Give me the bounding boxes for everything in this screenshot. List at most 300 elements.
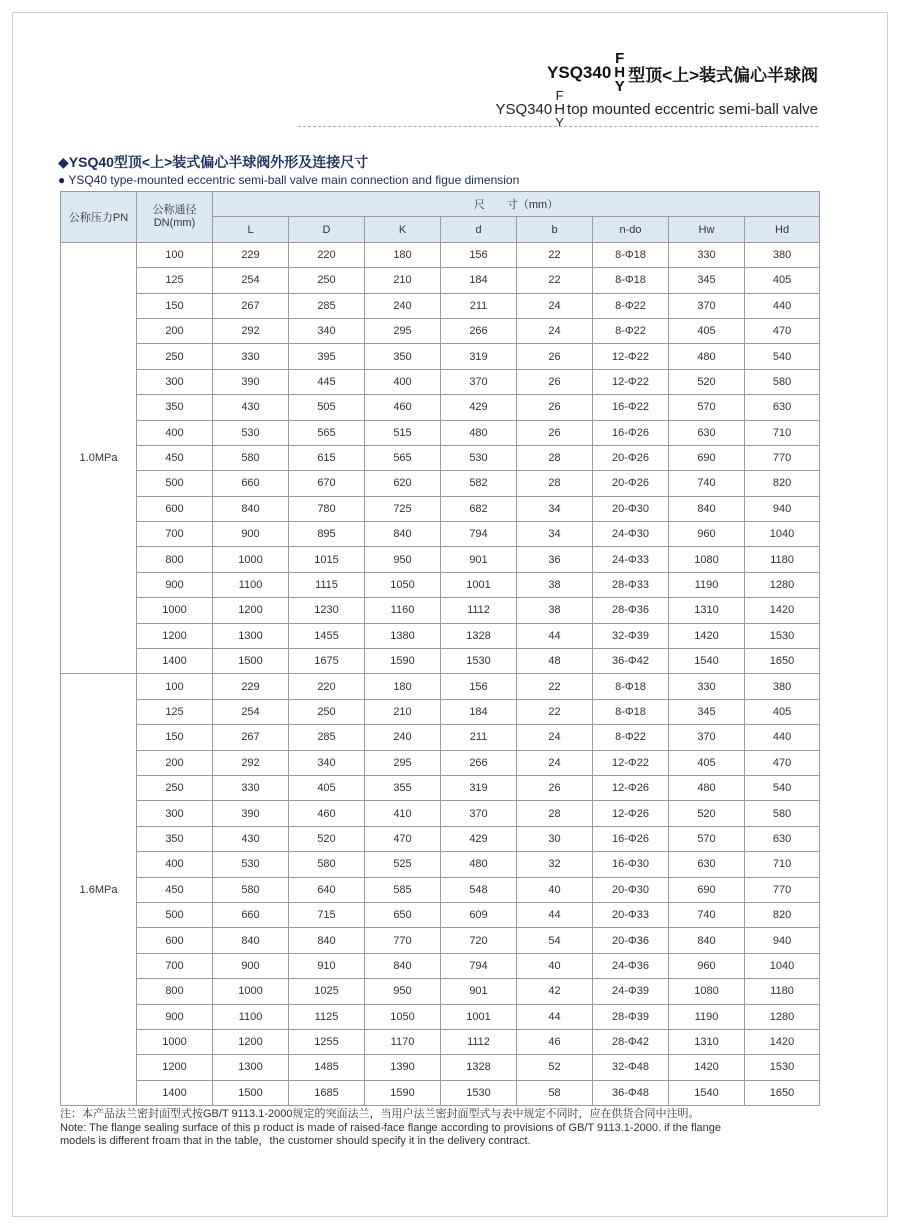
header-hw: Hw bbox=[669, 217, 745, 242]
table-cell: 24-Φ30 bbox=[593, 522, 669, 547]
table-cell: 24 bbox=[517, 725, 593, 750]
table-cell: 500 bbox=[137, 902, 213, 927]
table-cell: 34 bbox=[517, 522, 593, 547]
table-cell: 580 bbox=[289, 852, 365, 877]
table-row bbox=[61, 522, 820, 547]
table-cell: 430 bbox=[213, 395, 289, 420]
table-cell: 200 bbox=[137, 318, 213, 343]
table-cell: 210 bbox=[365, 268, 441, 293]
table-cell: 8-Φ22 bbox=[593, 318, 669, 343]
table-row bbox=[61, 395, 820, 420]
table-cell: 895 bbox=[289, 522, 365, 547]
table-cell: 1230 bbox=[289, 598, 365, 623]
table-cell: 900 bbox=[137, 572, 213, 597]
table-cell: 1115 bbox=[289, 572, 365, 597]
table-cell: 52 bbox=[517, 1055, 593, 1080]
table-cell: 480 bbox=[669, 775, 745, 800]
table-cell: 24-Φ33 bbox=[593, 547, 669, 572]
table-cell: 682 bbox=[441, 496, 517, 521]
table-cell: 285 bbox=[289, 725, 365, 750]
table-cell: 1200 bbox=[137, 623, 213, 648]
title-cn-variant-h: H bbox=[614, 64, 626, 81]
table-cell: 330 bbox=[669, 674, 745, 699]
table-cell: 40 bbox=[517, 953, 593, 978]
table-cell: 330 bbox=[669, 242, 745, 267]
table-cell: 690 bbox=[669, 445, 745, 470]
table-cell: 8-Φ22 bbox=[593, 293, 669, 318]
table-cell: 1000 bbox=[137, 1029, 213, 1054]
table-cell: 840 bbox=[289, 928, 365, 953]
table-cell: 370 bbox=[669, 725, 745, 750]
table-row bbox=[61, 928, 820, 953]
table-cell: 660 bbox=[213, 902, 289, 927]
note-cn: 注：本产品法兰密封面型式按GB/T 9113.1-2000规定的突面法兰，当用户法兰密封面型式与表中规定不同时，应在供货合同中注明。 bbox=[60, 1108, 700, 1120]
table-row bbox=[61, 725, 820, 750]
table-cell: 12-Φ22 bbox=[593, 344, 669, 369]
header-dimension-group: 尺 寸（mm） bbox=[213, 192, 820, 217]
table-row bbox=[61, 242, 820, 267]
table-cell: 480 bbox=[441, 420, 517, 445]
table-cell: 1485 bbox=[289, 1055, 365, 1080]
table-cell: 840 bbox=[669, 928, 745, 953]
table-cell: 1180 bbox=[745, 979, 820, 1004]
table-cell: 670 bbox=[289, 471, 365, 496]
table-cell: 429 bbox=[441, 826, 517, 851]
table-cell: 1080 bbox=[669, 547, 745, 572]
table-cell: 1025 bbox=[289, 979, 365, 1004]
table-cell: 16-Φ30 bbox=[593, 852, 669, 877]
table-cell: 38 bbox=[517, 598, 593, 623]
header-d: d bbox=[441, 217, 517, 242]
table-cell: 470 bbox=[745, 750, 820, 775]
pressure-cell: 1.0MPa bbox=[61, 242, 137, 674]
table-cell: 520 bbox=[669, 801, 745, 826]
table-cell: 40 bbox=[517, 877, 593, 902]
table-cell: 405 bbox=[669, 750, 745, 775]
table-cell: 960 bbox=[669, 522, 745, 547]
table-row bbox=[61, 649, 820, 674]
table-cell: 400 bbox=[137, 420, 213, 445]
table-cell: 156 bbox=[441, 674, 517, 699]
table-cell: 1000 bbox=[137, 598, 213, 623]
table-cell: 150 bbox=[137, 725, 213, 750]
table-cell: 1455 bbox=[289, 623, 365, 648]
table-cell: 609 bbox=[441, 902, 517, 927]
table-cell: 20-Φ33 bbox=[593, 902, 669, 927]
table-cell: 1530 bbox=[745, 623, 820, 648]
table-cell: 1200 bbox=[213, 1029, 289, 1054]
table-cell: 530 bbox=[213, 852, 289, 877]
table-cell: 660 bbox=[213, 471, 289, 496]
table-row bbox=[61, 979, 820, 1004]
table-cell: 8-Φ18 bbox=[593, 674, 669, 699]
table-cell: 1530 bbox=[441, 649, 517, 674]
table-row bbox=[61, 572, 820, 597]
table-cell: 229 bbox=[213, 242, 289, 267]
table-cell: 350 bbox=[137, 395, 213, 420]
table-cell: 1160 bbox=[365, 598, 441, 623]
table-cell: 515 bbox=[365, 420, 441, 445]
table-cell: 1190 bbox=[669, 572, 745, 597]
table-cell: 440 bbox=[745, 725, 820, 750]
table-cell: 582 bbox=[441, 471, 517, 496]
table-cell: 36 bbox=[517, 547, 593, 572]
table-cell: 1050 bbox=[365, 1004, 441, 1029]
note-en-line2: models is different froam that in the table，the customer should specify it in the delivery contract. bbox=[60, 1135, 531, 1147]
table-row bbox=[61, 471, 820, 496]
header-n-do: n-do bbox=[593, 217, 669, 242]
table-cell: 1420 bbox=[669, 1055, 745, 1080]
table-cell: 26 bbox=[517, 420, 593, 445]
table-cell: 58 bbox=[517, 1080, 593, 1105]
table-cell: 1000 bbox=[213, 547, 289, 572]
title-cn-variant-stack bbox=[614, 52, 625, 94]
table-row bbox=[61, 268, 820, 293]
table-cell: 565 bbox=[365, 445, 441, 470]
table-cell: 38 bbox=[517, 572, 593, 597]
table-row bbox=[61, 318, 820, 343]
table-cell: 180 bbox=[365, 242, 441, 267]
note-en-line1: Note: The flange sealing surface of this p roduct is made of raised-face flange according to provisions of GB/T 9113.1-2000. if the flange bbox=[60, 1121, 721, 1134]
table-cell: 44 bbox=[517, 902, 593, 927]
table-row bbox=[61, 623, 820, 648]
table-cell: 540 bbox=[745, 775, 820, 800]
table-cell: 940 bbox=[745, 928, 820, 953]
table-cell: 1001 bbox=[441, 572, 517, 597]
header-d-outer: D bbox=[289, 217, 365, 242]
table-cell: 36-Φ48 bbox=[593, 1080, 669, 1105]
table-cell: 44 bbox=[517, 1004, 593, 1029]
table-cell: 1112 bbox=[441, 598, 517, 623]
table-cell: 292 bbox=[213, 318, 289, 343]
header-l: L bbox=[213, 217, 289, 242]
table-cell: 1420 bbox=[669, 623, 745, 648]
table-cell: 1170 bbox=[365, 1029, 441, 1054]
table-cell: 800 bbox=[137, 979, 213, 1004]
header-divider bbox=[298, 126, 818, 127]
title-en bbox=[495, 90, 818, 129]
table-cell: 12-Φ26 bbox=[593, 775, 669, 800]
table-cell: 720 bbox=[441, 928, 517, 953]
table-cell: 285 bbox=[289, 293, 365, 318]
table-cell: 28 bbox=[517, 471, 593, 496]
table-cell: 1280 bbox=[745, 572, 820, 597]
table-cell: 345 bbox=[669, 699, 745, 724]
table-cell: 1310 bbox=[669, 1029, 745, 1054]
section-title-en: ● YSQ40 type-mounted eccentric semi-ball valve main connection and figue dimension bbox=[58, 173, 520, 187]
table-cell: 565 bbox=[289, 420, 365, 445]
table-row bbox=[61, 801, 820, 826]
table-cell: 20-Φ36 bbox=[593, 928, 669, 953]
table-cell: 520 bbox=[669, 369, 745, 394]
table-cell: 300 bbox=[137, 369, 213, 394]
table-cell: 900 bbox=[213, 953, 289, 978]
title-en-variant-h: H bbox=[554, 101, 566, 118]
table-cell: 150 bbox=[137, 293, 213, 318]
table-cell: 24 bbox=[517, 318, 593, 343]
table-cell: 570 bbox=[669, 826, 745, 851]
table-cell: 295 bbox=[365, 318, 441, 343]
table-cell: 430 bbox=[213, 826, 289, 851]
table-cell: 32 bbox=[517, 852, 593, 877]
table-row bbox=[61, 826, 820, 851]
table-cell: 1328 bbox=[441, 623, 517, 648]
table-row bbox=[61, 445, 820, 470]
table-cell: 28-Φ39 bbox=[593, 1004, 669, 1029]
table-cell: 211 bbox=[441, 293, 517, 318]
table-row bbox=[61, 902, 820, 927]
table-cell: 1590 bbox=[365, 649, 441, 674]
table-cell: 12-Φ22 bbox=[593, 369, 669, 394]
table-cell: 32-Φ48 bbox=[593, 1055, 669, 1080]
table-row bbox=[61, 750, 820, 775]
table-cell: 100 bbox=[137, 674, 213, 699]
table-cell: 580 bbox=[213, 877, 289, 902]
table-cell: 16-Φ22 bbox=[593, 395, 669, 420]
table-cell: 580 bbox=[745, 801, 820, 826]
table-cell: 1100 bbox=[213, 572, 289, 597]
table-cell: 26 bbox=[517, 369, 593, 394]
table-cell: 500 bbox=[137, 471, 213, 496]
table-row bbox=[61, 674, 820, 699]
table-row bbox=[61, 344, 820, 369]
table-cell: 525 bbox=[365, 852, 441, 877]
table-cell: 900 bbox=[213, 522, 289, 547]
table-cell: 770 bbox=[745, 877, 820, 902]
table-cell: 211 bbox=[441, 725, 517, 750]
table-cell: 450 bbox=[137, 445, 213, 470]
table-cell: 1310 bbox=[669, 598, 745, 623]
table-cell: 910 bbox=[289, 953, 365, 978]
table-cell: 630 bbox=[745, 395, 820, 420]
table-cell: 180 bbox=[365, 674, 441, 699]
table-cell: 370 bbox=[669, 293, 745, 318]
table-cell: 8-Φ22 bbox=[593, 725, 669, 750]
table-cell: 36-Φ42 bbox=[593, 649, 669, 674]
table-cell: 28-Φ42 bbox=[593, 1029, 669, 1054]
table-cell: 26 bbox=[517, 344, 593, 369]
table-cell: 1280 bbox=[745, 1004, 820, 1029]
table-cell: 530 bbox=[213, 420, 289, 445]
table-cell: 300 bbox=[137, 801, 213, 826]
table-cell: 1685 bbox=[289, 1080, 365, 1105]
table-cell: 710 bbox=[745, 852, 820, 877]
table-cell: 840 bbox=[365, 953, 441, 978]
table-cell: 410 bbox=[365, 801, 441, 826]
table-cell: 400 bbox=[365, 369, 441, 394]
header-k: K bbox=[365, 217, 441, 242]
table-cell: 1255 bbox=[289, 1029, 365, 1054]
table-row bbox=[61, 775, 820, 800]
table-cell: 405 bbox=[745, 699, 820, 724]
table-cell: 200 bbox=[137, 750, 213, 775]
table-cell: 1180 bbox=[745, 547, 820, 572]
table-cell: 1050 bbox=[365, 572, 441, 597]
table-cell: 1100 bbox=[213, 1004, 289, 1029]
table-row bbox=[61, 1080, 820, 1105]
table-cell: 22 bbox=[517, 268, 593, 293]
table-cell: 42 bbox=[517, 979, 593, 1004]
table-cell: 445 bbox=[289, 369, 365, 394]
table-cell: 229 bbox=[213, 674, 289, 699]
table-cell: 1590 bbox=[365, 1080, 441, 1105]
title-cn-suffix: 型顶<上>装式偏心半球阀 bbox=[628, 65, 818, 85]
table-cell: 950 bbox=[365, 979, 441, 1004]
header-hd: Hd bbox=[745, 217, 820, 242]
table-cell: 266 bbox=[441, 750, 517, 775]
table-cell: 1540 bbox=[669, 1080, 745, 1105]
table-row bbox=[61, 699, 820, 724]
table-cell: 54 bbox=[517, 928, 593, 953]
table-cell: 24 bbox=[517, 750, 593, 775]
table-cell: 405 bbox=[289, 775, 365, 800]
table-cell: 267 bbox=[213, 293, 289, 318]
table-cell: 630 bbox=[669, 852, 745, 877]
table-cell: 580 bbox=[745, 369, 820, 394]
table-cell: 630 bbox=[745, 826, 820, 851]
table-cell: 505 bbox=[289, 395, 365, 420]
table-cell: 330 bbox=[213, 775, 289, 800]
table-cell: 770 bbox=[745, 445, 820, 470]
table-cell: 267 bbox=[213, 725, 289, 750]
table-cell: 1380 bbox=[365, 623, 441, 648]
header-pn: 公称压力PN bbox=[61, 192, 137, 243]
table-cell: 32-Φ39 bbox=[593, 623, 669, 648]
table-cell: 901 bbox=[441, 547, 517, 572]
table-cell: 220 bbox=[289, 674, 365, 699]
table-cell: 901 bbox=[441, 979, 517, 1004]
table-row bbox=[61, 598, 820, 623]
table-row bbox=[61, 953, 820, 978]
table-cell: 26 bbox=[517, 395, 593, 420]
table-cell: 184 bbox=[441, 268, 517, 293]
table-cell: 266 bbox=[441, 318, 517, 343]
table-cell: 700 bbox=[137, 953, 213, 978]
table-row bbox=[61, 420, 820, 445]
table-cell: 100 bbox=[137, 242, 213, 267]
notes bbox=[60, 1108, 820, 1149]
table-row bbox=[61, 877, 820, 902]
table-cell: 250 bbox=[137, 775, 213, 800]
table-cell: 840 bbox=[213, 496, 289, 521]
table-cell: 319 bbox=[441, 344, 517, 369]
table-cell: 740 bbox=[669, 902, 745, 927]
table-cell: 710 bbox=[745, 420, 820, 445]
table-cell: 1400 bbox=[137, 649, 213, 674]
header-dn: 公称通径 DN(mm) bbox=[137, 192, 213, 243]
table-cell: 370 bbox=[441, 801, 517, 826]
table-cell: 950 bbox=[365, 547, 441, 572]
table-cell: 1540 bbox=[669, 649, 745, 674]
section-title-cn: ◆YSQ40型顶<上>装式偏心半球阀外形及连接尺寸 bbox=[58, 154, 369, 170]
table-cell: 1000 bbox=[213, 979, 289, 1004]
table-cell: 1500 bbox=[213, 649, 289, 674]
table-cell: 380 bbox=[745, 674, 820, 699]
table-cell: 1112 bbox=[441, 1029, 517, 1054]
table-cell: 900 bbox=[137, 1004, 213, 1029]
table-cell: 405 bbox=[669, 318, 745, 343]
table-cell: 26 bbox=[517, 775, 593, 800]
table-cell: 520 bbox=[289, 826, 365, 851]
table-cell: 48 bbox=[517, 649, 593, 674]
table-cell: 650 bbox=[365, 902, 441, 927]
table-cell: 1650 bbox=[745, 649, 820, 674]
table-cell: 350 bbox=[365, 344, 441, 369]
table-cell: 700 bbox=[137, 522, 213, 547]
table-cell: 1390 bbox=[365, 1055, 441, 1080]
table-cell: 46 bbox=[517, 1029, 593, 1054]
table-row bbox=[61, 547, 820, 572]
title-cn-variant-y: Y bbox=[614, 78, 625, 95]
table-cell: 530 bbox=[441, 445, 517, 470]
table-cell: 615 bbox=[289, 445, 365, 470]
table-cell: 292 bbox=[213, 750, 289, 775]
header-b: b bbox=[517, 217, 593, 242]
title-cn-prefix: YSQ340 bbox=[547, 63, 612, 82]
table-cell: 715 bbox=[289, 902, 365, 927]
table-cell: 1040 bbox=[745, 953, 820, 978]
table-cell: 1530 bbox=[441, 1080, 517, 1105]
table-cell: 840 bbox=[213, 928, 289, 953]
table-cell: 20-Φ30 bbox=[593, 496, 669, 521]
table-cell: 960 bbox=[669, 953, 745, 978]
table-cell: 794 bbox=[441, 522, 517, 547]
table-cell: 24-Φ36 bbox=[593, 953, 669, 978]
title-en-variant-stack bbox=[554, 90, 565, 129]
table-cell: 540 bbox=[745, 344, 820, 369]
table-cell: 690 bbox=[669, 877, 745, 902]
table-cell: 1420 bbox=[745, 598, 820, 623]
table-cell: 250 bbox=[137, 344, 213, 369]
title-en-variant-y: Y bbox=[555, 115, 564, 130]
table-cell: 184 bbox=[441, 699, 517, 724]
table-cell: 1200 bbox=[213, 598, 289, 623]
table-cell: 240 bbox=[365, 293, 441, 318]
table-cell: 28 bbox=[517, 801, 593, 826]
table-cell: 548 bbox=[441, 877, 517, 902]
table-cell: 1400 bbox=[137, 1080, 213, 1105]
table-cell: 460 bbox=[365, 395, 441, 420]
table-cell: 1420 bbox=[745, 1029, 820, 1054]
table-cell: 125 bbox=[137, 699, 213, 724]
table-cell: 840 bbox=[669, 496, 745, 521]
table-cell: 345 bbox=[669, 268, 745, 293]
table-cell: 12-Φ26 bbox=[593, 801, 669, 826]
table-cell: 22 bbox=[517, 674, 593, 699]
table-row bbox=[61, 496, 820, 521]
table-cell: 20-Φ30 bbox=[593, 877, 669, 902]
table-cell: 220 bbox=[289, 242, 365, 267]
table-cell: 780 bbox=[289, 496, 365, 521]
table-cell: 770 bbox=[365, 928, 441, 953]
table-cell: 460 bbox=[289, 801, 365, 826]
table-cell: 794 bbox=[441, 953, 517, 978]
table-cell: 470 bbox=[745, 318, 820, 343]
table-cell: 12-Φ22 bbox=[593, 750, 669, 775]
table-cell: 44 bbox=[517, 623, 593, 648]
table-cell: 1040 bbox=[745, 522, 820, 547]
title-en-variant-f: F bbox=[555, 88, 564, 103]
table-body bbox=[61, 242, 820, 1105]
table-cell: 580 bbox=[213, 445, 289, 470]
table-cell: 1125 bbox=[289, 1004, 365, 1029]
table-cell: 22 bbox=[517, 699, 593, 724]
table-cell: 250 bbox=[289, 268, 365, 293]
table-cell: 20-Φ26 bbox=[593, 471, 669, 496]
table-cell: 254 bbox=[213, 699, 289, 724]
table-cell: 355 bbox=[365, 775, 441, 800]
table-cell: 725 bbox=[365, 496, 441, 521]
